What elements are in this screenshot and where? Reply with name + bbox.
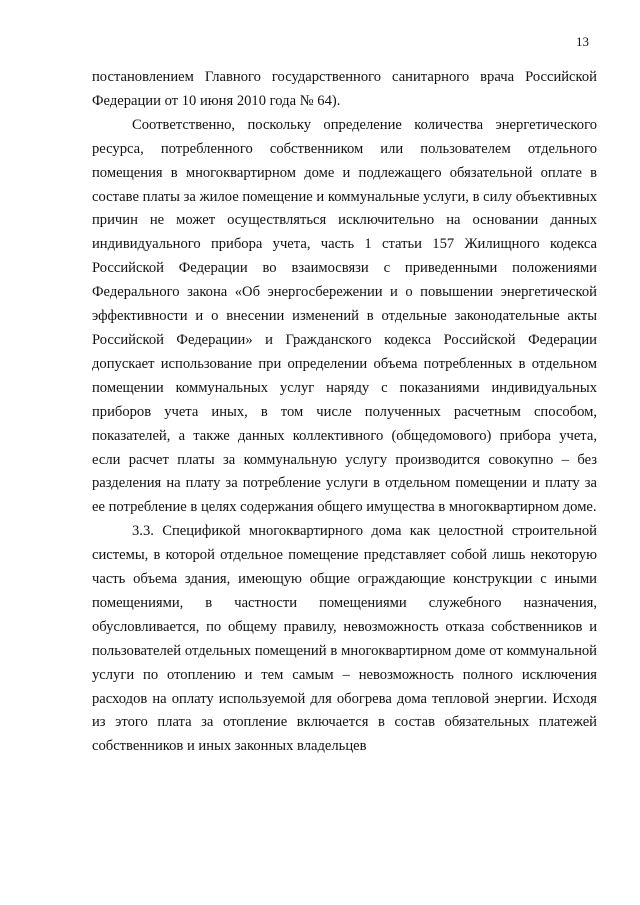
paragraph-metering: Соответственно, поскольку определение количества энергетического ресурса, потребленного собственником или пользователем отдельного помещения в многоквартирном доме и подлежащего обязательной оплате в составе платы за жилое помещение и коммунальные услуги, в силу объективных причин не может осуществляться исключительно на основании данных индивидуального прибора учета, часть 1 статьи 157 Жилищного кодекса Российской Федерации во взаимосвязи с приведенными положениями Федерального закона «Об энергосбережении и о повышении энергетической эффективности и о внесении изменений в отдельные законодательные акты Российской Федерации» и Гражданского кодекса Российской Федерации допускает использование при определении объема потребленных в отдельном помещении коммунальных услуг наряду с показаниями индивидуальных приборов учета иных, в том числе полученных расчетным способом, показателей, а также данных коллективного (общедомового) прибора учета, если расчет платы за коммунальную услугу производится совокупно – без разделения на плату за потребление услуги в отдельном помещении и плату за ее потребление в целях содержания общего имущества в многоквартирном доме.: [92, 116, 597, 516]
page-number: 13: [576, 34, 589, 49]
paragraph-section-3-3: 3.3. Спецификой многоквартирного дома как целостной строительной системы, в которой отдельное помещение представляет собой лишь некоторую часть объема здания, имеющую общие ограждающие конструкции с иными помещениями, в частности помещениями служебного назначения, обусловливается, по общему правилу, невозможность отказа собственников и пользователей отдельных помещений в многоквартирном доме от коммунальной услуги по отоплению и тем самым – невозможность полного исключения расходов на оплату используемой для обогрева дома тепловой энергии. Исходя из этого плата за отопление включается в состав обязательных платежей собственников и иных законных владельцев: [92, 523, 597, 755]
document-body: [92, 66, 597, 759]
paragraph-continuation: постановлением Главного государственного санитарного врача Российской Федерации от 10 июня 2010 года № 64).: [92, 69, 597, 109]
